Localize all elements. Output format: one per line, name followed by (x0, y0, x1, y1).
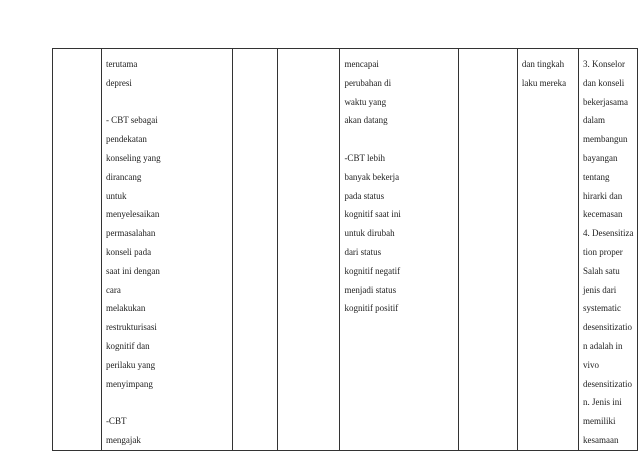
cell-line: membangun (583, 134, 628, 145)
cell-line: n. Jenis ini (583, 397, 622, 408)
cell-line: Salah satu (583, 265, 620, 276)
table-cell-empty-3 (278, 49, 340, 451)
cell-line: mengajak (105, 434, 141, 445)
cell-text-goal (340, 49, 458, 318)
table-cell-intervention (101, 49, 232, 451)
cell-line: kognitif saat ini (344, 209, 401, 220)
cell-line: -CBT lebih (344, 152, 386, 163)
cell-line (106, 93, 229, 112)
table-cell-technique (579, 49, 638, 451)
table-cell-empty-2 (232, 49, 278, 451)
cell-line: memiliki (583, 416, 616, 427)
cell-line: pada status (344, 190, 385, 201)
cell-line: laku mereka (521, 77, 567, 88)
cell-line: jenis dari (583, 284, 617, 295)
cell-line: dan tingkah (521, 59, 565, 69)
cell-line: desensitizatio (583, 322, 633, 333)
cell-line: bekerjasama (583, 96, 629, 107)
cell-line: perilaku yang (105, 359, 156, 370)
cell-line: bayangan (583, 152, 618, 163)
cell-line: systematic (583, 303, 622, 314)
cell-line: dalam (583, 115, 606, 126)
cell-line: kognitif positif (344, 303, 399, 314)
table-cell-goal (340, 49, 459, 451)
cell-line: menyelesaikan (105, 209, 160, 220)
cell-line: konseli pada (105, 246, 152, 257)
cell-line: 3. Konselor (583, 59, 626, 69)
cell-line: untuk dirubah (344, 228, 395, 239)
cell-text-behavior (518, 49, 578, 93)
cell-line: tion proper (583, 246, 623, 257)
cell-line: konseling yang (105, 152, 161, 163)
cell-line: kognitif dan (105, 340, 150, 351)
table-cell-empty-4 (459, 49, 518, 451)
cell-line: hirarki dan (583, 190, 623, 201)
cell-line: kesamaan (583, 434, 619, 445)
cell-line: vivo (583, 359, 600, 370)
cell-line: n adalah in (583, 340, 623, 351)
table-cell-behavior (517, 49, 578, 451)
cell-line: desensitizatio (583, 378, 633, 389)
cell-line: untuk (105, 190, 127, 201)
cell-line: restrukturisasi (105, 322, 157, 333)
cell-line: cara (105, 284, 121, 295)
cell-line: -CBT (105, 416, 127, 427)
cell-line: tentang (583, 171, 610, 182)
comparison-table (52, 48, 638, 451)
cell-line: pendekatan (105, 134, 147, 145)
table-cell-empty-1 (53, 49, 102, 451)
cell-line: dari status (344, 246, 382, 257)
cell-line: saat ini dengan (105, 265, 160, 276)
cell-line: menjadi status (344, 284, 397, 295)
cell-line: dan konseli (583, 77, 625, 88)
cell-line: akan datang (344, 115, 388, 126)
cell-line: permasalahan (105, 228, 156, 239)
cell-line: dirancang (105, 171, 142, 182)
cell-text-intervention (102, 49, 232, 450)
cell-line: 4. Desensitiza (583, 228, 634, 239)
cell-line (106, 393, 229, 412)
cell-line: - CBT sebagai (105, 115, 158, 126)
cell-line: kognitif negatif (344, 265, 401, 276)
cell-text-technique (579, 49, 637, 450)
cell-line: kecemasan (583, 209, 623, 220)
cell-line: terutama (105, 59, 138, 69)
cell-line: banyak bekerja (344, 171, 400, 182)
table-row (53, 49, 638, 451)
cell-line (344, 130, 455, 149)
cell-line: menyimpang (105, 378, 153, 389)
cell-line: waktu yang (344, 96, 387, 107)
cell-line: perubahan di (344, 77, 392, 88)
cell-line: mencapai (344, 59, 379, 69)
cell-line: melakukan (105, 303, 146, 314)
cell-line: depresi (105, 77, 132, 88)
